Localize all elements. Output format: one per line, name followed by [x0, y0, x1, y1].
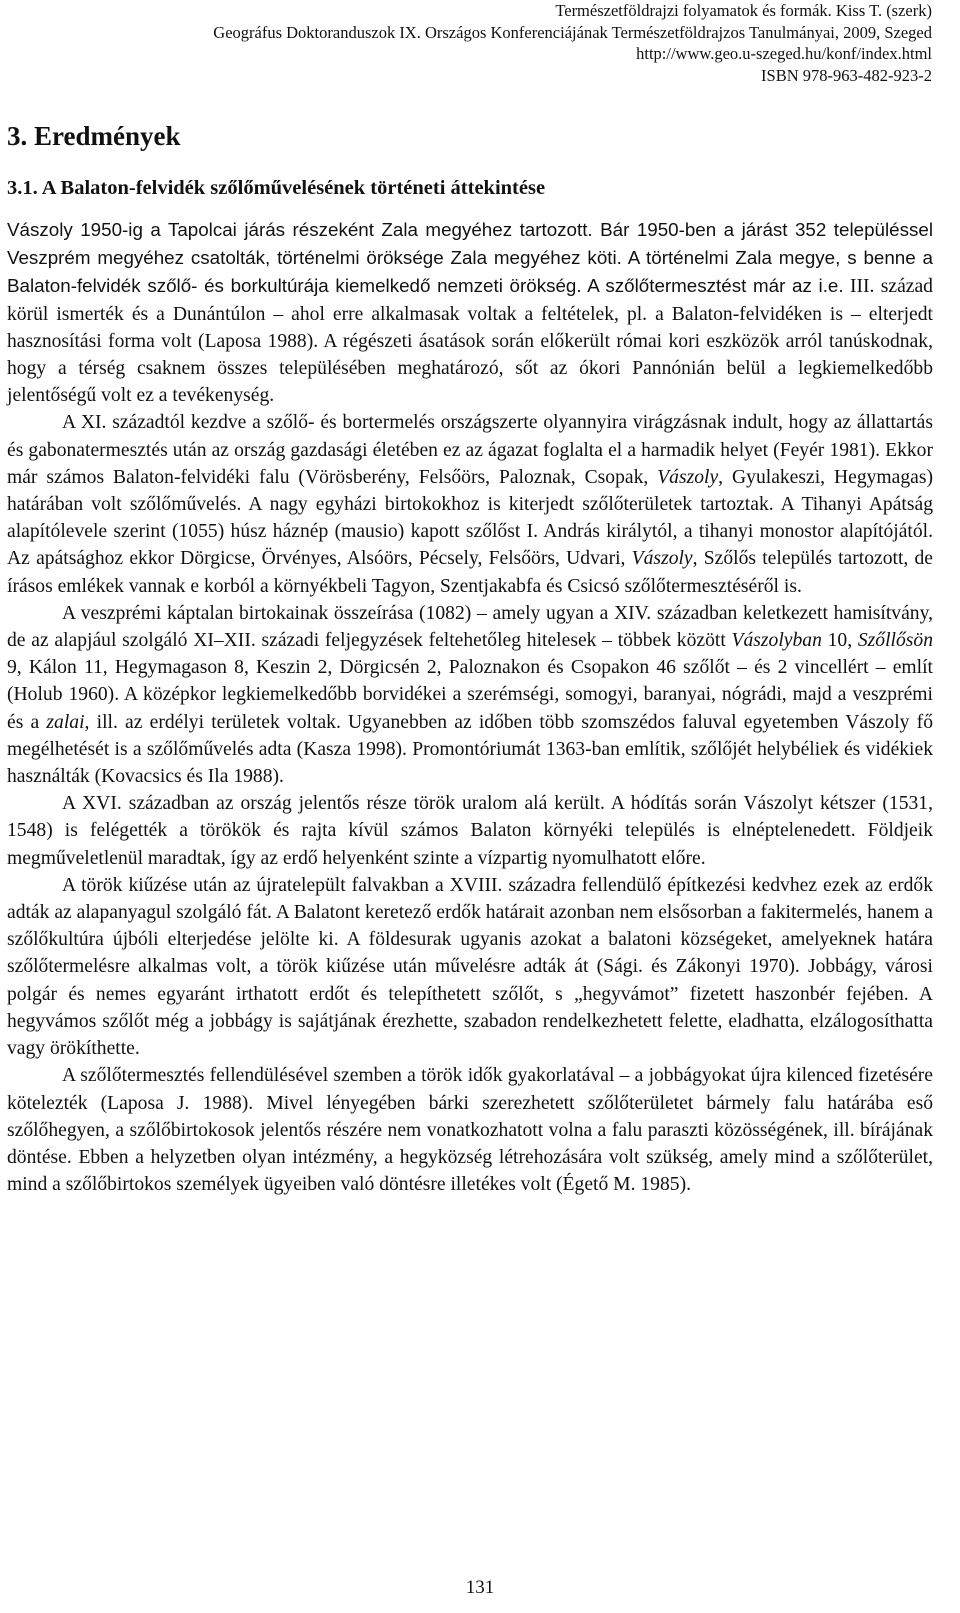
paragraph-1	[7, 216, 933, 409]
page-header	[32, 0, 932, 86]
body-text	[7, 216, 933, 1198]
paragraph-2-text-a: A XI. századtól kezdve a szőlő- és bortermelés országszerte olyannyira virágzásnak indult, hogy az állattartás és gabonatermesztés után az ország gazdasági életében ez az ágazat foglalta el a harmadik helyet (Feyér 1981). Ekkor már számos Balaton-felvidéki falu (Vörösberény, Felsőörs, Paloznak, Csopak,	[7, 412, 933, 488]
paragraph-5: A török kiűzése után az újratelepült falvakban a XVIII. századra fellendülő építkezési kedvhez ezek az erdők adták az alapanyagul szolgáló fát. A Balatont keretező erdők határait azonban nem elsősorban a fakitermelés, hanem a szőlőkultúra újbóli elterjedése jelölte ki. A földesurak ugyanis azokat a balatoni községeket, amelyeknek határa szőlőtermelésre alkalmas volt, a török kiűzése után művelésre adták át (Sági. és Zákonyi 1970). Jobbágy, városi polgár és nemes egyaránt irthatott erdőt és telepíthetett szőlőt, s „hegyvámot” fizetett haszonbér fejében. A hegyvámos szőlőt még a jobbágy is sajátjának érezhette, szabadon rendelkezhetett felette, eladhatta, elzálogosíthatta vagy örökíthette.	[7, 874, 933, 1060]
paragraph-2-text-b: , Gyulakeszi, Hegymagas) határában volt szőlőművelés. A nagy egyházi birtokokhoz is kiterjedt szőlőterületek tartoztak. A Tihanyi Apátság alapítólevele szerint (1055) húsz háznép (mausio) kapott szőlőst I. András királytól, a tihanyi monostor alapítójától. Az apátsághoz ekkor Dörgicse, Örvényes, Alsóörs, Pécsely, Felsőörs, Udvari,	[7, 466, 933, 570]
header-isbn: ISBN 978-963-482-923-2	[761, 65, 932, 85]
paragraph-3-text-d: , ill. az erdélyi területek voltak. Ugyanebben az időben több szomszédos faluval egyetemben Vászoly fő megélhetését is a szőlőművelés adta (Kasza 1998). Promontóriumát 1363-ban említik, szőlőjét helybéliek és vidékiek használták (Kovacsics és Ila 1988).	[7, 711, 933, 788]
section-title: 3. Eredmények	[7, 121, 181, 151]
paragraph-2	[7, 409, 933, 599]
paragraph-3	[7, 600, 933, 790]
page-number: 131	[465, 1577, 495, 1598]
subsection-title: 3.1. A Balaton-felvidék szőlőművelésének történeti áttekintése	[7, 177, 546, 199]
paragraph-4: A XVI. században az ország jelentős része török uralom alá került. A hódítás során Vászolyt kétszer (1531, 1548) is felégették a törökök és rajta kívül számos Balaton környéki település is elnéptelenedett. Földjeik megműveletlenül maradtak, így az erdő helyenként szinte a vízpartig nyomulhatott előre.	[7, 793, 933, 869]
paragraph-3-italic-2: Szőllősön	[857, 630, 933, 652]
paragraph-3-italic-3: zalai	[46, 711, 85, 733]
paragraph-3-text-c: 9, Kálon 11, Hegymagason 8, Keszin 2, Dörgicsén 2, Paloznakon és Csopakon 46 szőlőt – és 2 vincellért – említ (Holub 1960). A középkor legkiemelkedőbb borvidékei a szerémségi, somogyi, baranyai, nógrádi, majd a veszprémi és a	[7, 657, 933, 733]
paragraph-2-italic-2: Vászoly	[631, 548, 693, 570]
paragraph-2-italic-1: Vászoly	[657, 466, 719, 488]
paragraph-1-sans-part: Vászoly 1950-ig a Tapolcai járás részeként Zala megyéhez tartozott. Bár 1950-ben a járást 352 településsel Veszprém megyéhez csatolták, történelmi öröksége Zala megyéhez köti. A történelmi Zala megye, s benne a Balaton-felvidék szőlő- és borkultúrája kiemelkedő nemzeti örökség. A szőlőtermesztést már az i.e.	[7, 219, 933, 297]
paragraph-3-text-b: 10,	[821, 630, 858, 652]
paragraph-2-text-c: , Szőlős település tartozott, de írásos emlékek vannak e korból a környékbeli Tagyon, Szentjakabfa és Csicsó szőlőtermesztéséről is.	[7, 548, 934, 597]
paragraph-3-italic-1: Vászolyban	[731, 630, 822, 652]
paragraph-1-serif-part: III. század körül ismerték és a Dunántúlon – ahol erre alkalmasak voltak a feltételek, pl. a Balaton-felvidéken is – elterjedt hasznosítási forma volt (Laposa 1988). A régészeti ásatások során előkerült római kori eszközök arról tanúskodnak, hogy a térség csaknem összes településében meghatározó, sőt az ókori Pannónián belül a legkiemelkedőbb jelentőségű volt ez a tevékenység.	[7, 276, 933, 407]
header-url: http://www.geo.u-szeged.hu/konf/index.html	[636, 44, 932, 63]
header-conference: Geográfus Doktoranduszok IX. Országos Konferenciájának Természetföldrajzos Tanulmányai, 2009, Szeged	[213, 22, 932, 42]
paragraph-6: A szőlőtermesztés fellendülésével szemben a török idők gyakorlatával – a jobbágyokat újra kilenced fizetésére kötelezték (Laposa J. 1988). Mivel lényegében bárki szerezhetett szőlőterületet bármely falu határába eső szőlőhegyen, a szőlőbirtokosok jelentős részére nem vonatkozhatott volna a falu paraszti közösségének, ill. bírájának döntése. Ebben a helyzetben olyan intézmény, a hegyközség létrehozására volt szükség, amely mind a szőlőterület, mind a szőlőbirtokos személyek ügyeiben való döntésre illetékes volt (Égető M. 1985).	[7, 1065, 933, 1196]
paragraph-3-text-a: A veszprémi káptalan birtokainak összeírása (1082) – amely ugyan a XIV. században keletkezett hamisítvány, de az alapjául szolgáló XI–XII. századi feljegyzések feltehetőleg hitelesek – többek között	[7, 602, 933, 652]
header-book-title: Természetföldrajzi folyamatok és formák. Kiss T. (szerk)	[555, 1, 932, 20]
